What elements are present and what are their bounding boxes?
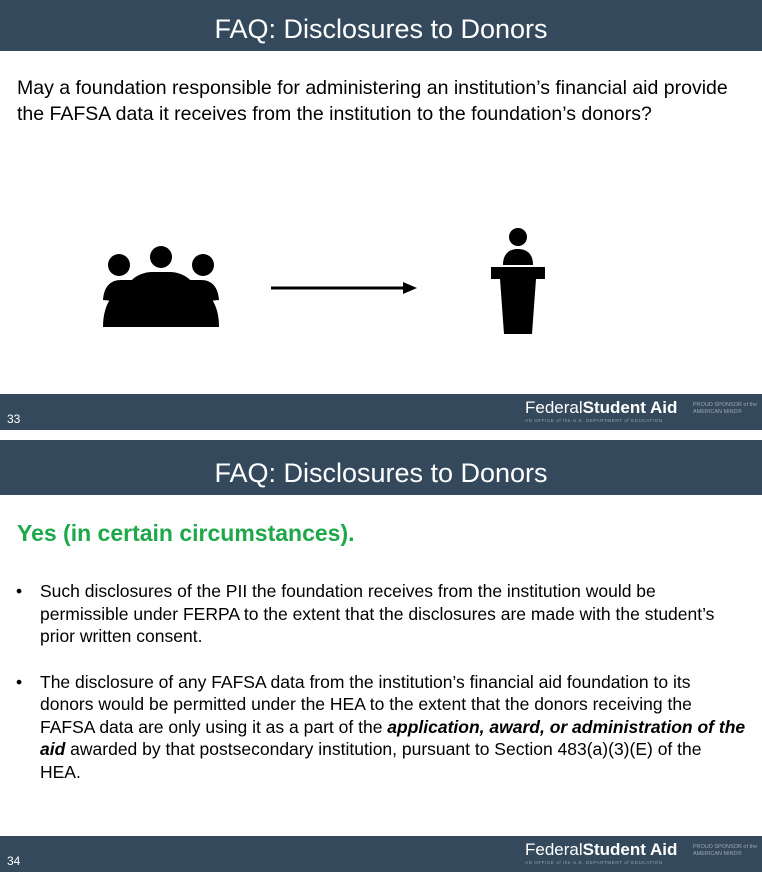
bullet-symbol: • bbox=[16, 671, 23, 692]
sponsor-tagline: PROUD SPONSOR of the AMERICAN MIND® bbox=[693, 844, 758, 857]
group-of-people-icon bbox=[103, 246, 219, 327]
slide-title: FAQ: Disclosures to Donors bbox=[0, 440, 762, 495]
sponsor-tagline: PROUD SPONSOR of the AMERICAN MIND® bbox=[693, 402, 758, 415]
bullet-text-after: awarded by that postsecondary institution, pursuant to Section 483(a)(3)(E) of the HEA. bbox=[40, 739, 702, 782]
right-arrow-icon bbox=[271, 282, 417, 294]
bullet-symbol: • bbox=[16, 581, 23, 601]
slide-footer bbox=[0, 394, 762, 430]
logo-subtitle: AN OFFICE of the U.S. DEPARTMENT of EDUCATION bbox=[525, 418, 663, 423]
bullet-list bbox=[16, 580, 746, 806]
logo-subtitle: AN OFFICE of the U.S. DEPARTMENT of EDUCATION bbox=[525, 860, 663, 865]
logo-student-aid: Student Aid bbox=[582, 840, 678, 859]
page-number: 33 bbox=[7, 412, 21, 426]
logo-federal: Federal bbox=[525, 840, 583, 859]
logo-student-aid: Student Aid bbox=[582, 398, 678, 417]
federal-student-aid-logo bbox=[525, 398, 677, 418]
question-text: May a foundation responsible for administering an institution’s financial aid provide the FAFSA data it receives from the institution to the foundation’s donors? bbox=[17, 77, 728, 125]
bullet-text-before: The disclosure of any FAFSA data from the institution’s financial aid foundation to its donors would be permitted under the HEA to the extent that the donors receiving the FAFSA data are only using it as a part of the bbox=[40, 671, 692, 737]
answer-heading: Yes (in certain circumstances). bbox=[17, 520, 355, 546]
bullet-emphasis: application, award, or administration of the aid bbox=[40, 716, 746, 759]
federal-student-aid-logo bbox=[525, 840, 677, 860]
bullet-text: Such disclosures of the PII the foundation receives from the institution would be permissible under FERPA to the extent that the disclosures are made with the student’s prior written consent. bbox=[40, 581, 715, 646]
bullet-item bbox=[16, 580, 746, 648]
slide-33 bbox=[0, 0, 762, 430]
page-number: 34 bbox=[7, 854, 21, 868]
bullet-item bbox=[16, 671, 746, 784]
slide-34 bbox=[0, 440, 762, 873]
speaker-at-podium-icon bbox=[491, 228, 545, 334]
donor-illustration bbox=[0, 0, 762, 430]
logo-federal: Federal bbox=[525, 398, 583, 417]
slide-title: FAQ: Disclosures to Donors bbox=[0, 0, 762, 51]
slide-footer bbox=[0, 836, 762, 872]
